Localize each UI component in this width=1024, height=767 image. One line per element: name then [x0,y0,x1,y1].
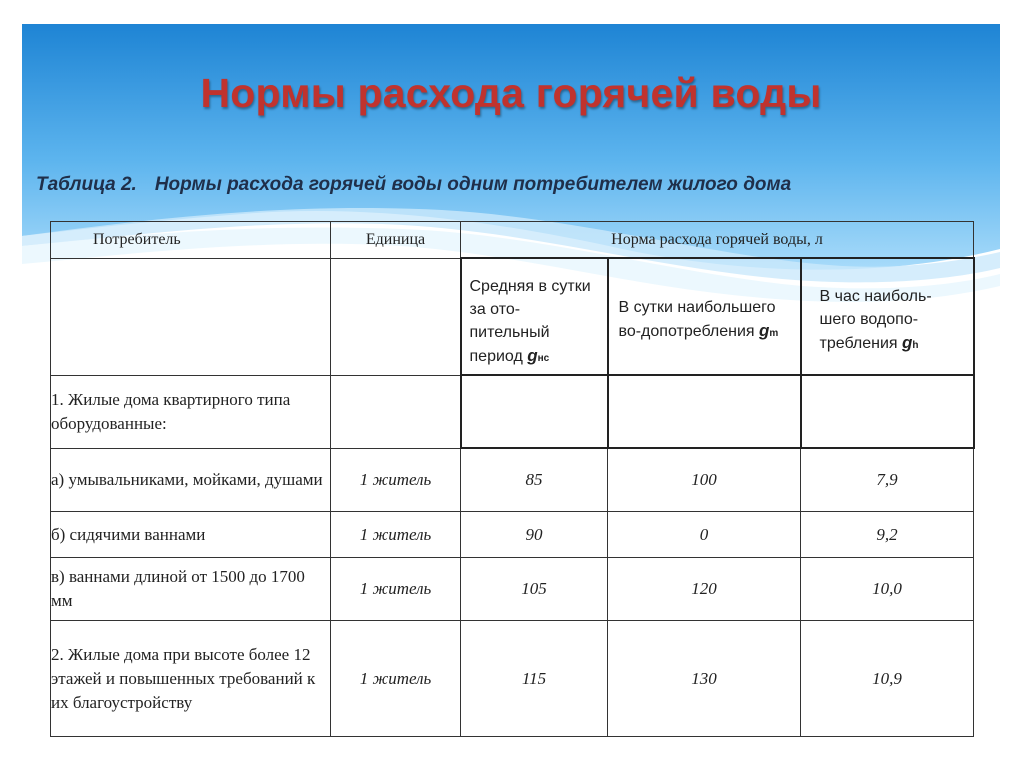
table-row [51,558,974,621]
row-hour: 10,9 [801,621,974,737]
group1-title: 1. Жилые дома квартирного типа оборудованные: [51,375,331,448]
row-hour: 7,9 [801,448,974,512]
row-consumer: б) сидячими ваннами [51,512,331,558]
row-consumer: 2. Жилые дома при высоте более 12 этажей и повышенных требований к их благоустройству [51,621,331,737]
row-consumer: а) умывальниками, мойками, душами [51,448,331,512]
norms-table [50,221,975,737]
caption-text: Нормы расхода горячей воды одним потребителем жилого дома [154,174,792,195]
group1-unit-empty [331,375,461,448]
table-row [51,621,974,737]
row-hour: 10,0 [801,558,974,621]
subheader-hour-sub: h [912,339,919,351]
slide-title: Нормы расхода горячей воды [200,70,822,116]
table-subheader-row [51,258,974,375]
row-day: 130 [608,621,801,737]
subheader-day [608,258,801,375]
slide [22,24,1000,754]
subheader-day-symbol: g [759,321,770,340]
caption-label: Таблица 2. [36,174,137,195]
row-unit: 1 житель [331,512,461,558]
row-avg: 105 [461,558,608,621]
group-row [51,375,974,448]
subheader-avg-sub: нс [537,353,550,364]
subheader-empty-unit [331,258,461,375]
subheader-day-sub: m [769,328,779,339]
subheader-avg-text: Средняя в сутки за ото-пительный период [469,278,591,365]
subheader-day-text: В сутки наибольшего во-допотребления [618,299,776,340]
row-avg: 115 [461,621,608,737]
subheader-avg [461,258,608,375]
subheader-hour-text: В час наиболь-шего водопо-требления [819,287,932,352]
table-header-row [51,222,974,259]
table-row [51,448,974,512]
header-unit: Единица [331,222,461,259]
row-consumer: в) ваннами длиной от 1500 до 1700 мм [51,558,331,621]
subheader-avg-symbol: g [527,346,538,365]
table-caption [36,174,791,196]
row-day: 100 [608,448,801,512]
row-hour: 9,2 [801,512,974,558]
row-day: 120 [608,558,801,621]
row-unit: 1 житель [331,448,461,512]
subheader-hour-symbol: g [902,332,913,352]
subheader-hour [801,258,974,375]
group1-avg-empty [461,375,608,448]
row-avg: 85 [461,448,608,512]
table-row [51,512,974,558]
header-norm: Норма расхода горячей воды, л [461,222,974,259]
header-consumer: Потребитель [51,222,331,259]
row-unit: 1 житель [331,621,461,737]
subheader-empty-consumer [51,258,331,375]
row-unit: 1 житель [331,558,461,621]
row-avg: 90 [461,512,608,558]
group1-day-empty [608,375,801,448]
row-day: 0 [608,512,801,558]
group1-hour-empty [801,375,974,448]
